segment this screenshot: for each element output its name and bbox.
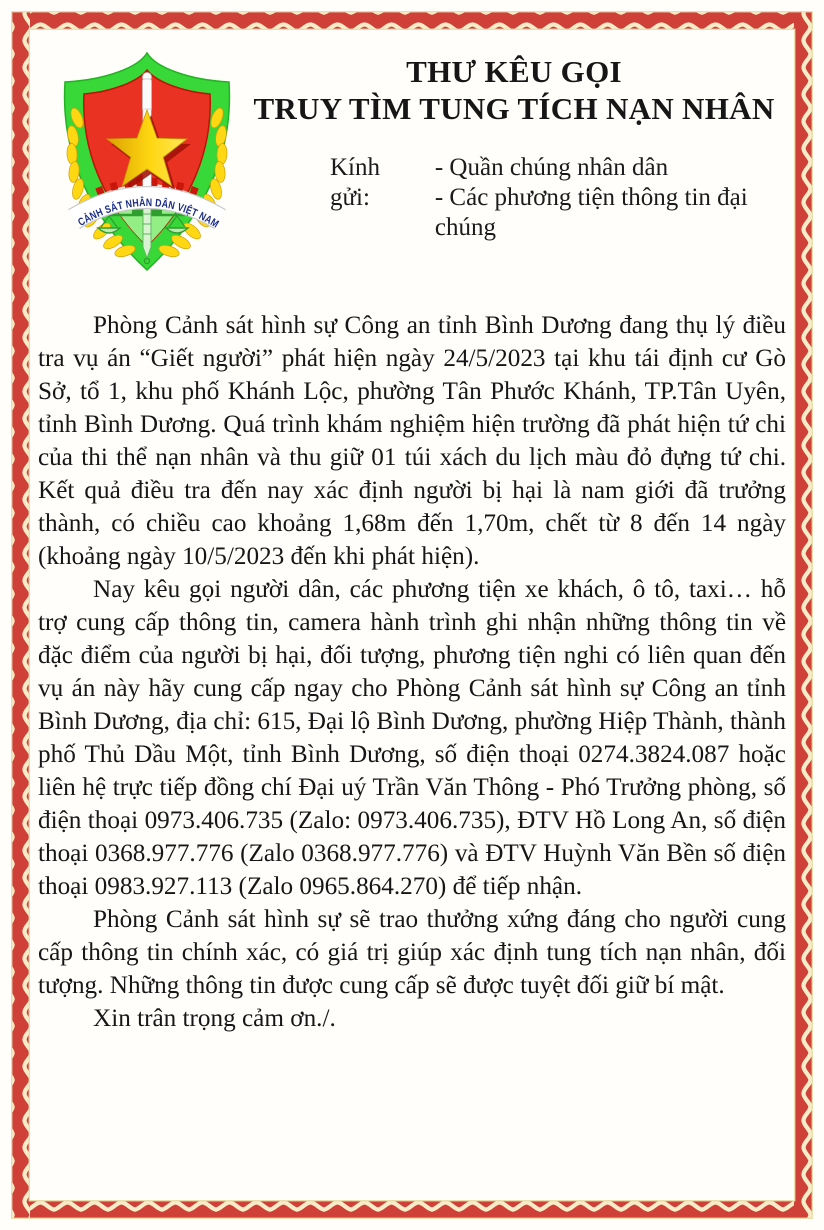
document-content [38, 40, 786, 1035]
paragraph-appeal-contacts: Nay kêu gọi người dân, các phương tiện xe khách, ô tô, taxi… hỗ trợ cung cấp thông tin, camera hành trình ghi nhận những thông tin về đặc điểm của người bị hại, đối tượng, phương tiện nghi có liên quan đến vụ án này hãy cung cấp ngay cho Phòng Cảnh sát hình sự Công an tỉnh Bình Dương, địa chỉ: 615, Đại lộ Bình Dương, phường Hiệp Thành, thành phố Thủ Dầu Một, tỉnh Bình Dương, số điện thoại 0274.3824.087 hoặc liên hệ trực tiếp đồng chí Đại uý Trần Văn Thông - Phó Trưởng phòng, số điện thoại 0973.406.735 (Zalo: 0973.406.735), ĐTV Hồ Long An, số điện thoại 0368.977.776 (Zalo 0368.977.776) và ĐTV Huỳnh Văn Bền số điện thoại 0983.927.113 (Zalo 0965.864.270) để tiếp nhận. [38, 576, 786, 900]
recipient-item: - Quần chúng nhân dân [434, 154, 669, 181]
paragraph-closing: Xin trân trọng cảm ơn./. [93, 1005, 336, 1032]
banner-text: CẢNH SÁT NHÂN DÂN VIỆT NAM [76, 196, 223, 232]
paragraph-reward-confidentiality: Phòng Cảnh sát hình sự sẽ trao thưởng xứng đáng cho người cung cấp thông tin chính xác, có giá trị giúp xác định tung tích nạn nhân, đối tượng. Những thông tin được cung cấp sẽ được tuyệt đối giữ bí mật. [38, 906, 786, 999]
salutation-label: Kính gửi: [330, 154, 380, 211]
recipient-list [435, 153, 786, 243]
letter-body [38, 309, 786, 1035]
title-block [242, 40, 786, 243]
salutation [242, 153, 786, 243]
document-title-line2: TRUY TÌM TUNG TÍCH NẠN NHÂN [253, 91, 775, 126]
paragraph-case-summary: Phòng Cảnh sát hình sự Công an tỉnh Bình Dương đang thụ lý điều tra vụ án “Giết người” phát hiện ngày 24/5/2023 tại khu tái định cư Gò Sở, tổ 1, khu phố Khánh Lộc, phường Tân Phước Khánh, TP.Tân Uyên, tỉnh Bình Dương. Quá trình khám nghiệm hiện trường đã phát hiện tứ chi của thi thể nạn nhân và thu giữ 01 túi xách du lịch màu đỏ đựng tứ chi. Kết quả điều tra đến nay xác định người bị hại là nam giới đã trưởng thành, có chiều cao khoảng 1,68m đến 1,70m, chết từ 8 đến 14 ngày (khoảng ngày 10/5/2023 đến khi phát hiện). [38, 312, 786, 570]
document-header [38, 40, 786, 272]
police-emblem [52, 52, 242, 272]
recipient-item: - Các phương tiện thông tin đại chúng [434, 184, 748, 241]
document-title-line1: THƯ KÊU GỌI [406, 54, 622, 89]
police-emblem-graphic [52, 52, 242, 272]
